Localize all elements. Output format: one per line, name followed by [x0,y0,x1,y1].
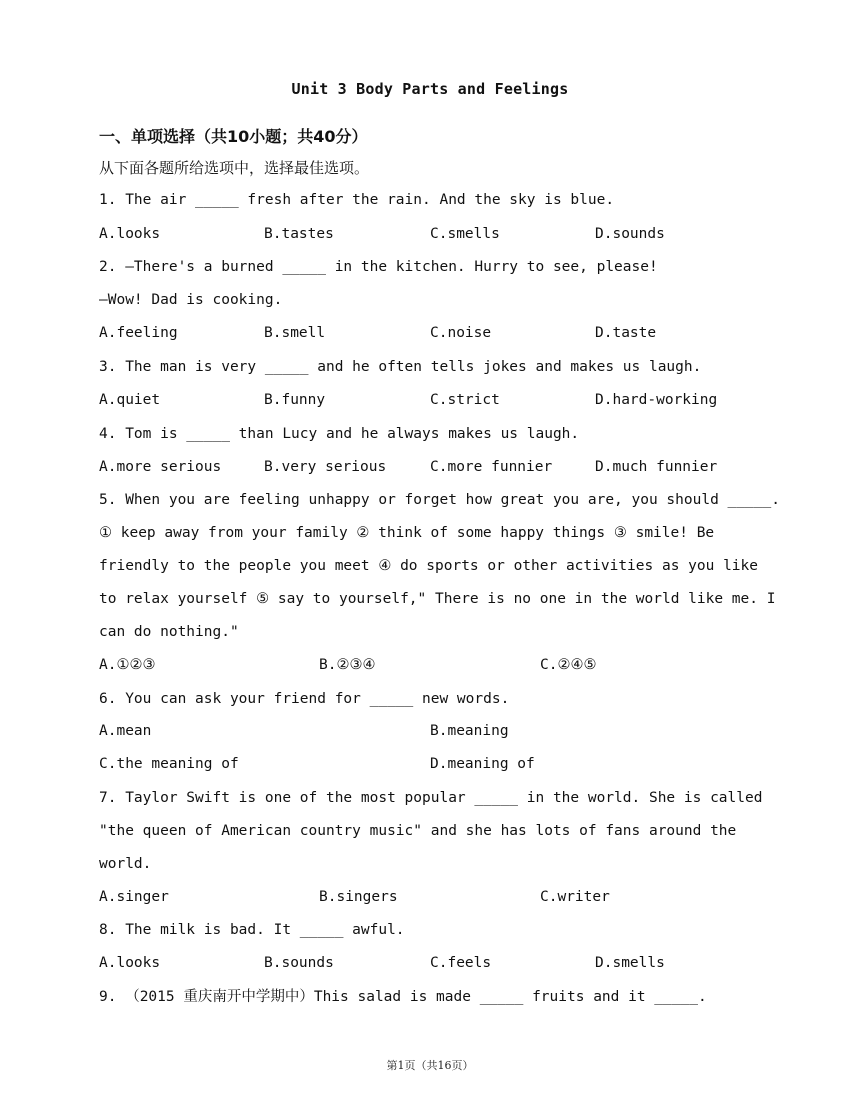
question-1-option-c: C.smells [430,226,500,242]
question-8-option-c: C.feels [430,955,492,971]
question-2-option-d: D.taste [595,325,657,341]
question-5-line-2: ① keep away from your family ② think of some happy things ③ smile! Be [99,525,715,541]
page-title: Unit 3 Body Parts and Feelings [291,80,569,98]
question-8-option-b: B.sounds [264,955,334,971]
question-6-option-d: D.meaning of [430,756,535,772]
question-1-option-b: B.tastes [264,226,334,242]
question-1-line-1: 1. The air _____ fresh after the rain. And the sky is blue. [99,192,615,208]
question-8-option-d: D.smells [595,955,665,971]
section-heading: 一、单项选择（共10小题；共40分） [99,127,368,146]
question-8-line-1: 8. The milk is bad. It _____ awful. [99,922,405,938]
question-7-line-1: 7. Taylor Swift is one of the most popular _____ in the world. She is called [99,790,763,806]
question-7-line-2: "the queen of American country music" and she has lots of fans around the [99,823,737,839]
question-2-option-b: B.smell [264,325,326,341]
question-1-option-a: A.looks [99,226,161,242]
question-3-line-1: 3. The man is very _____ and he often tells jokes and makes us laugh. [99,359,702,375]
question-7-option-c: C.writer [540,889,610,905]
question-5-line-3: friendly to the people you meet ④ do sports or other activities as you like [99,558,758,574]
page-footer: 第1页（共16页） [386,1059,474,1072]
question-4-option-d: D.much funnier [595,459,718,475]
question-7-option-a: A.singer [99,889,169,905]
question-3-option-a: A.quiet [99,392,161,408]
question-4-option-b: B.very serious [264,459,387,475]
question-3-option-c: C.strict [430,392,500,408]
question-3-option-d: D.hard-working [595,392,718,408]
question-6-option-b: B.meaning [430,723,509,739]
question-7-line-3: world. [99,856,152,872]
question-4-option-a: A.more serious [99,459,222,475]
question-1-option-d: D.sounds [595,226,665,242]
question-5-line-1: 5. When you are feeling unhappy or forget how great you are, you should _____. [99,492,780,508]
question-4-line-1: 4. Tom is _____ than Lucy and he always makes us laugh. [99,426,580,442]
question-3-option-b: B.funny [264,392,326,408]
question-6-option-a: A.mean [99,723,152,739]
question-2-option-c: C.noise [430,325,492,341]
question-8-option-a: A.looks [99,955,161,971]
question-5-option-c: C.②④⑤ [540,657,597,673]
question-6-option-c: C.the meaning of [99,756,239,772]
question-5-line-5: can do nothing." [99,624,239,640]
question-9-line-1: 9. （2015 重庆南开中学期中）This salad is made _____ fruits and it _____. [99,989,707,1005]
question-7-option-b: B.singers [319,889,398,905]
question-5-option-a: A.①②③ [99,657,156,673]
question-6-line-1: 6. You can ask your friend for _____ new words. [99,691,510,707]
question-5-option-b: B.②③④ [319,657,376,673]
section-instruction: 从下面各题所给选项中，选择最佳选项。 [99,159,370,177]
question-2-line-1: 2. —There's a burned _____ in the kitchen. Hurry to see, please! [99,259,658,275]
question-2-line-2: —Wow! Dad is cooking. [99,292,283,308]
question-4-option-c: C.more funnier [430,459,553,475]
question-2-option-a: A.feeling [99,325,178,341]
question-5-line-4: to relax yourself ⑤ say to yourself," There is no one in the world like me. I [99,591,776,607]
